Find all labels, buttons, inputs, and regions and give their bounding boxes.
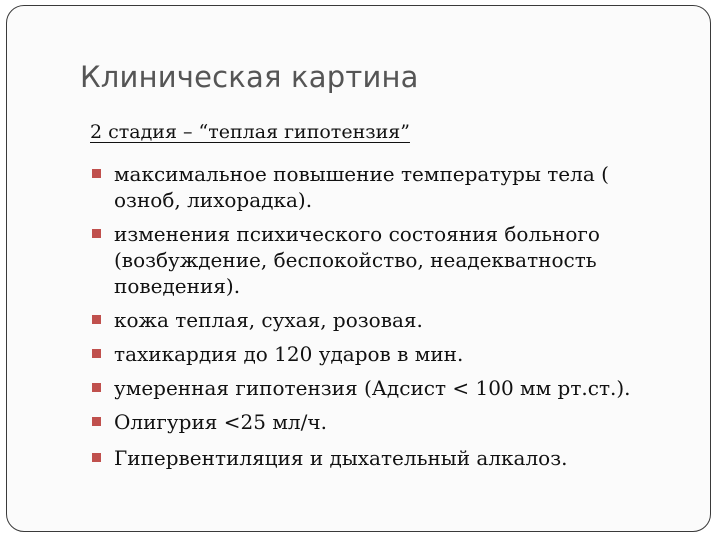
bullet-text: Гипервентиляция и дыхательный алкалоз. — [114, 446, 568, 470]
bullet-item — [90, 409, 680, 435]
bullet-item — [90, 221, 680, 299]
subtitle-text: 2 стадия – “теплая гипотензия” — [90, 121, 410, 143]
square-bullet-icon — [92, 349, 101, 358]
bullet-text: Олигурия <25 мл/ч. — [114, 410, 327, 434]
square-bullet-icon — [92, 453, 101, 462]
square-bullet-icon — [92, 417, 101, 426]
bullet-text: изменения психического состояния больного (возбуждение, беспокойство, неадекватность поведения). — [114, 222, 600, 298]
bullet-text: умеренная гипотензия (Адсист < 100 мм рт.ст.). — [114, 376, 631, 400]
bullet-text: максимальное повышение температуры тела ( озноб, лихорадка). — [114, 162, 609, 212]
square-bullet-icon — [92, 169, 101, 178]
bullet-item — [90, 445, 680, 471]
bullet-text: кожа теплая, сухая, розовая. — [114, 308, 423, 332]
bullet-list — [90, 161, 680, 479]
slide-title: Клиническая картина — [80, 60, 419, 94]
bullet-text: тахикардия до 120 ударов в мин. — [114, 342, 464, 366]
slide-subtitle — [90, 121, 410, 143]
square-bullet-icon — [92, 315, 101, 324]
bullet-item — [90, 307, 680, 333]
bullet-item — [90, 161, 680, 213]
square-bullet-icon — [92, 383, 101, 392]
bullet-item — [90, 375, 680, 401]
bullet-item — [90, 341, 680, 367]
square-bullet-icon — [92, 229, 101, 238]
